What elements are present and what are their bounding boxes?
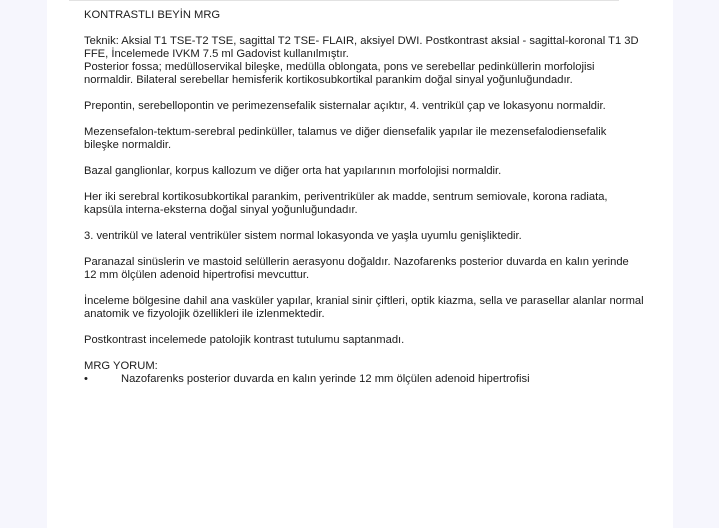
- posterior-fossa-paragraph: Posterior fossa; medülloservikal bileşke, medülla oblongata, pons ve serebellar pedinküllerin morfolojisi normaldir. Bilateral serebellar hemisferik kortikosubkortikal parankim doğal sinyal yoğunluğundadır.: [84, 61, 595, 86]
- document-page: [47, 0, 673, 528]
- ventricles-paragraph: 3. ventrikül ve lateral ventriküler sistem normal lokasyonda ve yaşla uyumlu genişliktedir.: [84, 230, 522, 242]
- sinuses-paragraph: Paranazal sinüslerin ve mastoid selüllerin aerasyonu doğaldır. Nazofarenks posterior duvarda en kalın yerinde 12 mm ölçülen adenoid hipertrofisi mevcuttur.: [84, 256, 629, 281]
- conclusion-item: [84, 373, 644, 386]
- report-title: KONTRASTLI BEYİN MRG: [84, 9, 221, 21]
- conclusion-heading: MRG YORUM:: [84, 360, 158, 372]
- cisterns-paragraph: Prepontin, serebellopontin ve perimezensefalik sisternalar açıktır, 4. ventrikül çap ve lokasyonu normaldir.: [84, 100, 606, 112]
- report-content: [84, 9, 644, 386]
- page-top-divider: [69, 0, 619, 1]
- mesencephalon-paragraph: Mezensefalon-tektum-serebral pedinküller, talamus ve diğer diensefalik yapılar ile mezensefalodiensefalik bileşke normaldir.: [84, 126, 607, 151]
- basal-ganglia-paragraph: Bazal ganglionlar, korpus kallozum ve diğer orta hat yapılarının morfolojisi normaldir.: [84, 165, 502, 177]
- postcontrast-paragraph: Postkontrast incelemede patolojik kontrast tutulumu saptanmadı.: [84, 334, 405, 346]
- conclusion-item-text: Nazofarenks posterior duvarda en kalın yerinde 12 mm ölçülen adenoid hipertrofisi: [121, 373, 530, 385]
- bullet-icon: •: [84, 373, 88, 385]
- parenchyma-paragraph: Her iki serebral kortikosubkortikal parankim, periventriküler ak madde, sentrum semiovale, korona radiata, kapsüla interna-eksterna doğal sinyal yoğunluğundadır.: [84, 191, 608, 216]
- technique-paragraph: Teknik: Aksial T1 TSE-T2 TSE, sagittal T2 TSE- FLAIR, aksiyel DWI. Postkontrast aksial - sagittal-koronal T1 3D FFE, İncelemede IVKM 7.5 ml Gadovist kullanılmıştır.: [84, 35, 639, 60]
- vascular-paragraph: İnceleme bölgesine dahil ana vasküler yapılar, kranial sinir çiftleri, optik kiazma, sella ve parasellar alanlar normal anatomik ve fizyolojik özellikleri ile izlenmektedir.: [84, 295, 644, 320]
